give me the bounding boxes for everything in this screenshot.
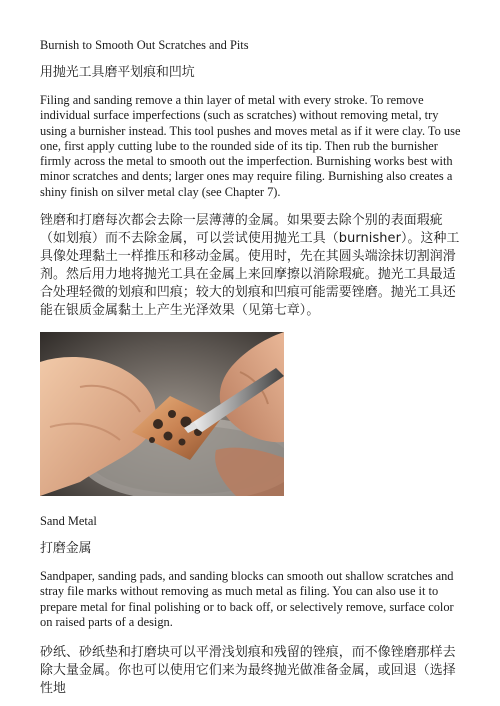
paragraph-burnish-zh: 锉磨和打磨每次都会去除一层薄薄的金属。如果要去除个别的表面瑕疵（如划痕）而不去除金属，可以尝试使用抛光工具（burnisher）。这种工具像处理黏土一样推压和移动金属。使用时，先在其圆头端涂抹切割润滑剂。然后用力地将抛光工具在金属上来回摩擦以消除瑕疵。抛光工具最适合处理轻微的划痕和凹痕；较大的划痕和凹痕可能需要锉磨。抛光工具还能在银质金属黏土上产生光泽效果（见第七章）。 (40, 213, 460, 319)
paragraph-sand-en: Sandpaper, sanding pads, and sanding blocks can smooth out shallow scratches and stray file marks without removing as much metal as filing. You can also use it to prepare metal for final polishing or to back off, or selectively remove, surface color on raised parts of a design. (40, 569, 454, 629)
section-title-zh: 用抛光工具磨平划痕和凹坑 (40, 65, 195, 80)
section-title-sand-zh: 打磨金属 (40, 541, 92, 557)
paragraph-sand-zh: 砂纸、砂纸垫和打磨块可以平滑浅划痕和残留的锉痕，而不像锉磨那样去除大量金属。你也可以使用它们来为最终抛光做准备金属，或回退（选择性地 (40, 645, 456, 697)
section-title-en: Burnish to Smooth Out Scratches and Pits (40, 38, 249, 52)
document-page (40, 38, 462, 698)
paragraph-burnish-en: Filing and sanding remove a thin layer of metal with every stroke. To remove individual surface imperfections (such as scratches) without removing metal, try using a burnisher instead. This tool pushes and moves metal as if it were clay. To use one, first apply cutting lube to the rounded side of its tip. Then rub the burnisher firmly across the metal to smooth out the imperfection. Burnishing works best with minor scratches and dents; larger ones may require filing. Burnishing also creates a shiny finish on silver metal clay (see Chapter 7). (40, 93, 461, 199)
section-title-sand-en: Sand Metal (40, 514, 97, 529)
burnishing-photo (40, 332, 284, 496)
